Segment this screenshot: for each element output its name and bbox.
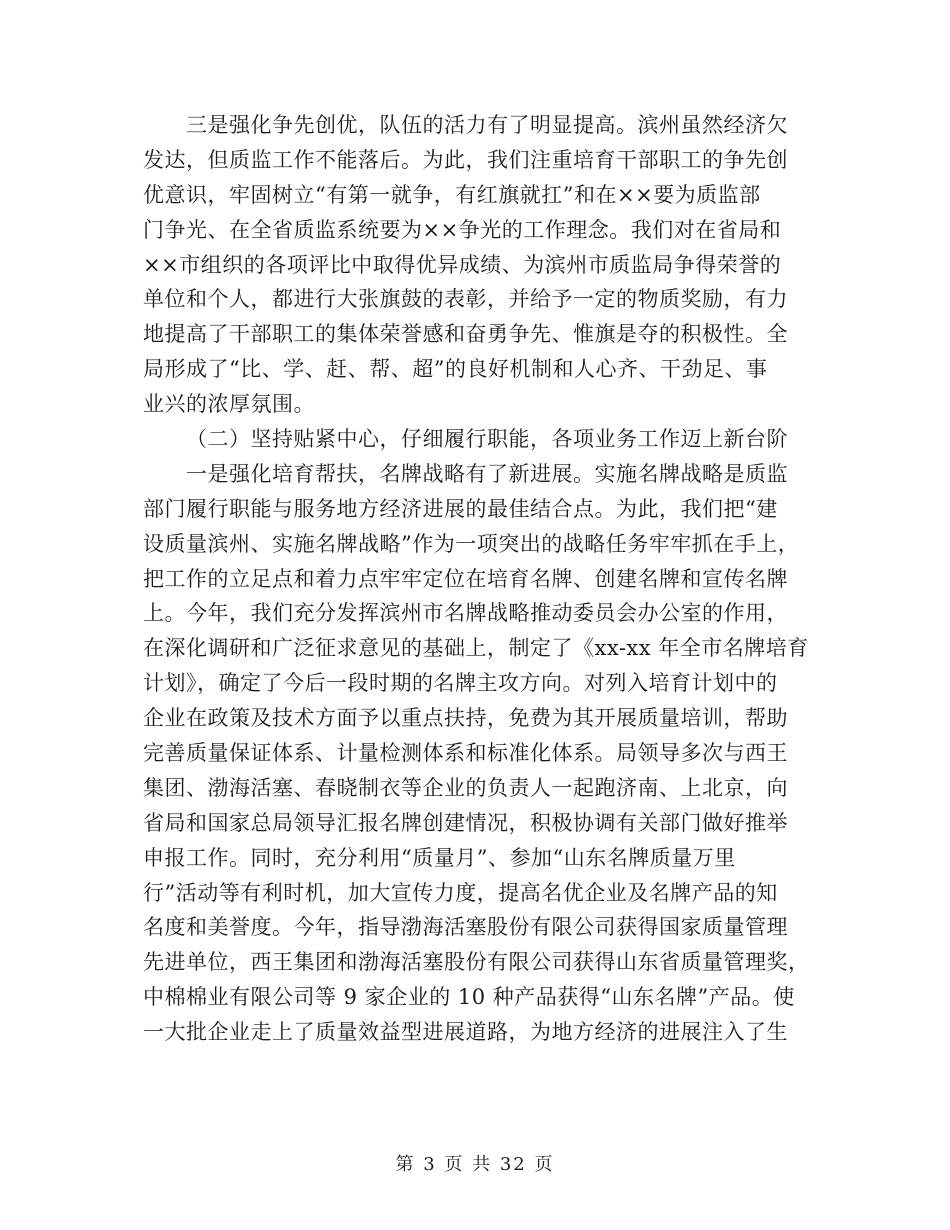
text-line: 发达，但质监工作不能落后。为此，我们注重培育干部职工的争先创 — [143, 147, 788, 172]
text-line: 行”活动等有利时机，加大宣传力度，提高名优企业及名牌产品的知 — [143, 880, 778, 905]
page-number: 第 3 页 共 32 页 — [395, 1154, 555, 1175]
text-line: 单位和个人，都进行大张旗鼓的表彰，并给予一定的物质奖励，有力 — [143, 287, 788, 312]
text-line: 把工作的立足点和着力点牢牢定位在培育名牌、创建名牌和宣传名牌 — [143, 566, 788, 591]
text-line: 地提高了干部职工的集体荣誉感和奋勇争先、惟旗是夺的积极性。全 — [143, 322, 788, 347]
text-line: ××市组织的各项评比中取得优异成绩、为滨州市质监局争得荣誉的 — [143, 252, 782, 277]
text-line: 局形成了“比、学、赶、帮、超”的良好机制和人心齐、干劲足、事 — [143, 357, 768, 382]
text-line: 名度和美誉度。今年，指导渤海活塞股份有限公司获得国家质量管理 — [143, 915, 788, 940]
text-line: 计划》，确定了今后一段时期的名牌主攻方向。对列入培育计划中的 — [143, 671, 778, 696]
text-line: 一大批企业走上了质量效益型进展道路，为地方经济的进展注入了生 — [143, 1020, 788, 1045]
text-line: 中棉棉业有限公司等 9 家企业的 10 种产品获得“山东名牌”产品。使 — [143, 985, 795, 1010]
text-line: 部门履行职能与服务地方经济进展的最佳结合点。为此，我们把“建 — [143, 496, 778, 521]
text-line: 先进单位，西王集团和渤海活塞股份有限公司获得山东省质量管理奖， — [143, 950, 810, 975]
text-line: 三是强化争先创优，队伍的活力有了明显提高。滨州虽然经济欠 — [186, 113, 788, 137]
text-line: 省局和国家总局领导汇报名牌创建情况，积极协调有关部门做好推举 — [143, 810, 788, 835]
text-line: 优意识，牢固树立“有第一就争，有红旗就扛”和在××要为质监部 — [143, 182, 761, 207]
body-text — [143, 108, 808, 1050]
text-line: 企业在政策及技术方面予以重点扶持，免费为其开展质量培训，帮助 — [143, 706, 788, 731]
text-line: （二）坚持贴紧中心，仔细履行职能，各项业务工作迈上新台阶 — [186, 427, 788, 452]
text-line: 在深化调研和广泛征求意见的基础上，制定了《xx-xx 年全市名牌培育 — [143, 636, 809, 661]
text-line: 申报工作。同时，充分利用“质量月”、参加“山东名牌质量万里 — [143, 845, 736, 870]
text-line: 上。今年，我们充分发挥滨州市名牌战略推动委员会办公室的作用， — [143, 601, 788, 626]
text-line: 门争光、在全省质监系统要为××争光的工作理念。我们对在省局和 — [143, 217, 782, 242]
text-line: 一是强化培育帮扶，名牌战略有了新进展。实施名牌战略是质监 — [186, 461, 788, 486]
text-line: 业兴的浓厚氛围。 — [143, 392, 315, 417]
text-line: 集团、渤海活塞、春晓制衣等企业的负责人一起跑济南、上北京，向 — [143, 775, 788, 800]
text-line: 完善质量保证体系、计量检测体系和标准化体系。局领导多次与西王 — [143, 741, 788, 766]
text-line: 设质量滨州、实施名牌战略”作为一项突出的战略任务牢牢抓在手上， — [143, 531, 800, 556]
